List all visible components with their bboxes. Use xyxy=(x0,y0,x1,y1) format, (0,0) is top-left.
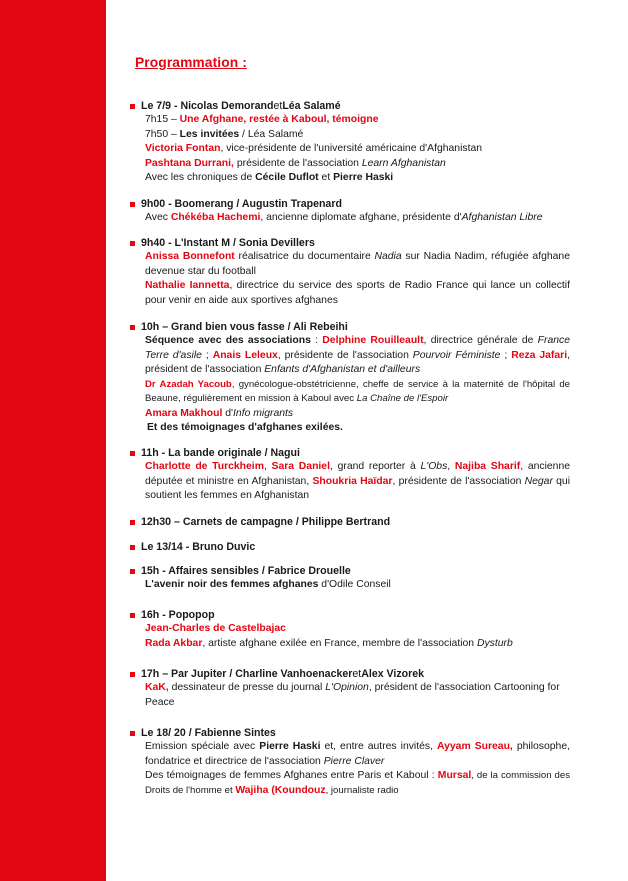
section-le-7-9 xyxy=(130,99,570,186)
section-heading: 17h – Par Jupiter / Charline Vanhoenacker et Alex Vizorek xyxy=(130,667,570,681)
bullet-icon xyxy=(130,569,135,574)
section-body: Emission spéciale avec Pierre Haski et, entre autres invités, Ayyam Sureau, philosophe, fondatrice et directrice de l'association Pierre Claver Des témoignages de femmes Afghanes entre Paris et Kaboul : Mursal, de la commission des Droits de l'homme et Wajiha (Koundouz, journaliste radio xyxy=(145,741,571,796)
section-heading: 12h30 – Carnets de campagne / Philippe Bertrand xyxy=(130,515,570,529)
section-bande-originale xyxy=(130,446,570,504)
section-boomerang xyxy=(130,197,570,226)
bullet-icon xyxy=(130,451,135,456)
section-body: Charlotte de Turckheim, Sara Daniel, grand reporter à L'Obs, Najiba Sharif, ancienne députée et ministre en Afghanistan, Shoukria Haïdar, présidente de l'association Negar qui soutient les femmes en Afghanistan xyxy=(145,461,571,501)
section-body: Séquence avec des associations : Delphine Rouilleault, directrice générale de France Terre d'asile ; Anais Leleux, présidente de l'association Pourvoir Féministe ; Reza Jafari, président de l'association Enfants d'Afghanistan et d'ailleurs Dr Azadah Yacoub, gynécologue-obstétricienne, cheffe de service à la maternité de l'hôpital de Beaune, régulièrement en mission à Kaboul avec La Chaîne de l'Espoir Amara Makhoul d'Info migrants Et des témoignages d'afghanes exilées. xyxy=(145,335,571,433)
section-heading: 10h – Grand bien vous fasse / Ali Rebeihi xyxy=(130,320,570,334)
section-affaires-sensibles xyxy=(130,564,570,593)
section-body: Avec Chékéba Hachemi, ancienne diplomate afghane, présidente d'Afghanistan Libre xyxy=(145,212,543,223)
section-heading: 9h00 - Boomerang / Augustin Trapenard xyxy=(130,197,570,211)
bullet-icon xyxy=(130,104,135,109)
section-heading: 16h - Popopop xyxy=(130,608,570,622)
section-par-jupiter xyxy=(130,667,570,710)
bullet-icon xyxy=(130,202,135,207)
section-13-14 xyxy=(130,540,570,554)
section-body: L'avenir noir des femmes afghanes d'Odile Conseil xyxy=(145,579,391,590)
section-popopop xyxy=(130,608,570,651)
section-body: 7h15 – Une Afghane, restée à Kaboul, témoigne 7h50 – Les invitées / Léa Salamé Victoria Fontan, vice-présidente de l'université américaine d'Afghanistan Pashtana Durrani, présidente de l'association Learn Afghanistan Avec les chroniques de Cécile Duflot et Pierre Haski xyxy=(145,114,483,183)
section-heading: 15h - Affaires sensibles / Fabrice Drouelle xyxy=(130,564,570,578)
section-body: KaK, dessinateur de presse du journal L'Opinion, président de l'association Cartooning for Peace xyxy=(145,682,560,708)
bullet-icon xyxy=(130,731,135,736)
section-instant-m xyxy=(130,236,570,308)
section-carnets xyxy=(130,515,570,529)
bullet-icon xyxy=(130,672,135,677)
section-heading: Le 7/9 - Nicolas Demorand et Léa Salamé xyxy=(130,99,570,113)
section-heading: 9h40 - L'Instant M / Sonia Devillers xyxy=(130,236,570,250)
bullet-icon xyxy=(130,545,135,550)
bullet-icon xyxy=(130,613,135,618)
section-body: Jean-Charles de Castelbajac Rada Akbar, artiste afghane exilée en France, membre de l'association Dysturb xyxy=(145,623,513,649)
bullet-icon xyxy=(130,325,135,330)
page-title: Programmation : xyxy=(135,55,247,70)
red-sidebar xyxy=(0,0,106,881)
section-heading: Le 13/14 - Bruno Duvic xyxy=(130,540,570,554)
bullet-icon xyxy=(130,241,135,246)
section-grand-bien xyxy=(130,320,570,436)
bullet-icon xyxy=(130,520,135,525)
section-body: Anissa Bonnefont réalisatrice du documentaire Nadia sur Nadia Nadim, réfugiée afghane devenue star du football Nathalie Iannetta, directrice du service des sports de Radio France qui lance un collectif pour venir en aide aux sportives afghanes xyxy=(145,251,570,306)
section-18-20 xyxy=(130,726,570,798)
section-heading: 11h - La bande originale / Nagui xyxy=(130,446,570,460)
section-heading: Le 18/ 20 / Fabienne Sintes xyxy=(130,726,570,740)
